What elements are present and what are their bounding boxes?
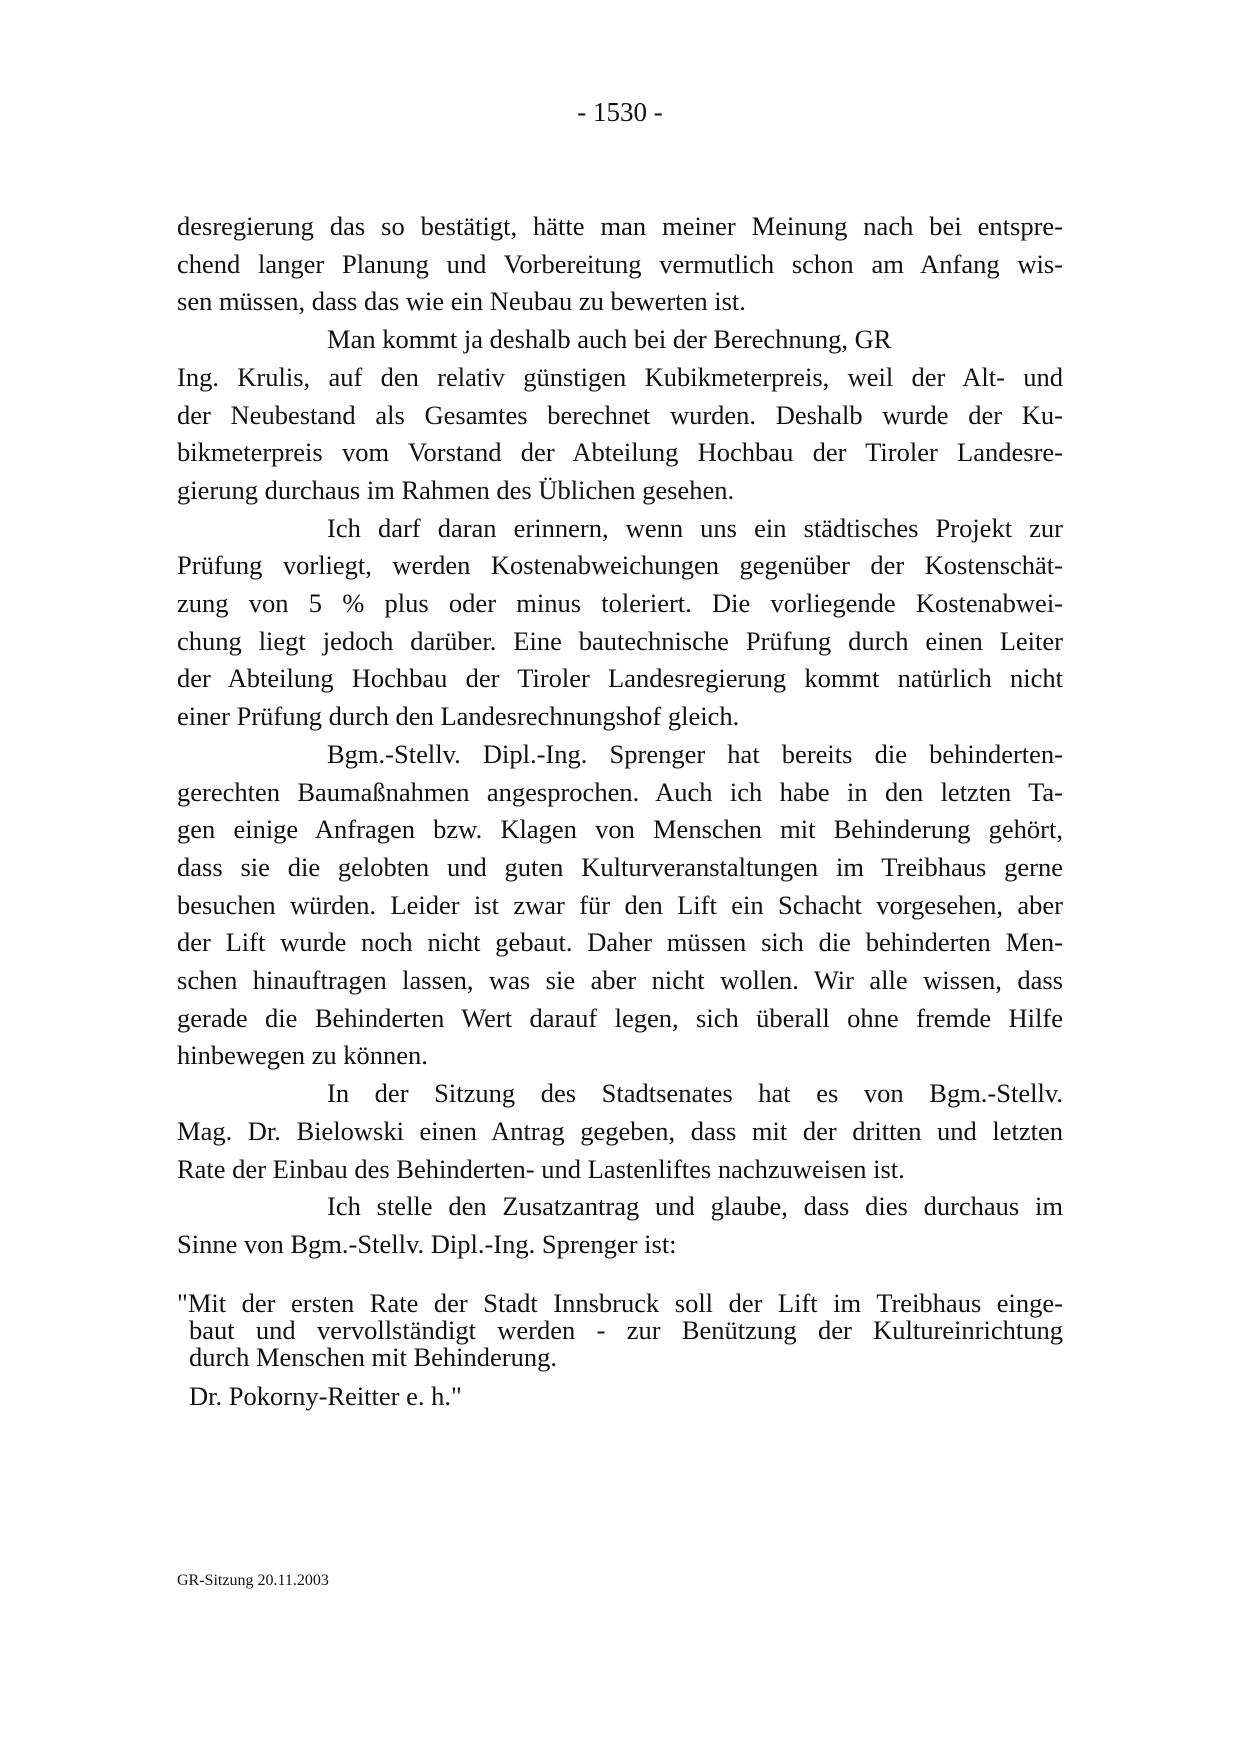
text-line: hinbewegen zu können.	[177, 1040, 428, 1071]
motion-quote	[177, 1290, 1063, 1371]
text-line: Mag. Dr. Bielowski einen Antrag gegeben, dass mit der dritten und letzten	[177, 1115, 1063, 1146]
text-line: desregierung das so bestätigt, hätte man meiner Meinung nach bei entspre-	[177, 211, 1063, 241]
body-text	[177, 208, 1063, 1264]
quote-line: "Mit der ersten Rate der Stadt Innsbruck soll der Lift im Treibhaus einge-	[177, 1288, 1063, 1318]
text-line: Ich stelle den Zusatzantrag und glaube, dass dies durchaus im	[327, 1191, 1063, 1222]
text-line: einer Prüfung durch den Landesrechnungshof gleich.	[177, 701, 740, 732]
text-line: schen hinauftragen lassen, was sie aber nicht wollen. Wir alle wissen, dass	[177, 965, 1063, 996]
text-line: Ing. Krulis, auf den relativ günstigen Kubikmeterpreis, weil der Alt- und	[177, 361, 1063, 392]
text-line: chung liegt jedoch darüber. Eine bautechnische Prüfung durch einen Leiter	[177, 625, 1063, 656]
text-line: bikmeterpreis vom Vorstand der Abteilung Hochbau der Tiroler Landesre-	[177, 437, 1063, 468]
text-line: gierung durchaus im Rahmen des Üblichen gesehen.	[177, 474, 735, 505]
text-line: gerechten Baumaßnahmen angesprochen. Auch ich habe in den letzten Ta-	[177, 776, 1063, 807]
text-line: Sinne von Bgm.-Stellv. Dipl.-Ing. Sprenger ist:	[177, 1228, 677, 1259]
text-line: In der Sitzung des Stadtsenates hat es von Bgm.-Stellv.	[327, 1078, 1063, 1109]
text-line: Prüfung vorliegt, werden Kostenabweichungen gegenüber der Kostenschät-	[177, 550, 1063, 581]
text-line: gerade die Behinderten Wert darauf legen, sich überall ohne fremde Hilfe	[177, 1002, 1063, 1033]
quote-line: durch Menschen mit Behinderung.	[189, 1342, 557, 1372]
text-line: gen einige Anfragen bzw. Klagen von Menschen mit Behinderung gehört,	[177, 814, 1063, 845]
text-line: sen müssen, dass das wie ein Neubau zu bewerten ist.	[177, 286, 746, 317]
footer: GR-Sitzung 20.11.2003	[177, 1572, 329, 1589]
text-line: Bgm.-Stellv. Dipl.-Ing. Sprenger hat bereits die behinderten-	[327, 738, 1063, 769]
text-line: chend langer Planung und Vorbereitung vermutlich schon am Anfang wis-	[177, 248, 1063, 279]
text-line: Man kommt ja deshalb auch bei der Berechnung, GR	[327, 324, 892, 355]
text-line: dass sie die gelobten und guten Kulturveranstaltungen im Treibhaus gerne	[177, 851, 1063, 882]
signature: Dr. Pokorny-Reitter e. h."	[189, 1381, 462, 1411]
page-number: - 1530 -	[577, 97, 663, 127]
text-line: der Abteilung Hochbau der Tiroler Landesregierung kommt natürlich nicht	[177, 663, 1063, 694]
text-line: zung von 5 % plus oder minus toleriert. Die vorliegende Kostenabwei-	[177, 588, 1063, 619]
text-line: besuchen würden. Leider ist zwar für den Lift ein Schacht vorgesehen, aber	[177, 889, 1063, 920]
quote-line: baut und vervollständigt werden - zur Benützung der Kultureinrichtung	[189, 1315, 1063, 1345]
text-line: der Lift wurde noch nicht gebaut. Daher müssen sich die behinderten Men-	[177, 927, 1063, 958]
text-line: der Neubestand als Gesamtes berechnet wurden. Deshalb wurde der Ku-	[177, 399, 1063, 430]
text-line: Ich darf daran erinnern, wenn uns ein städtisches Projekt zur	[327, 512, 1063, 543]
text-line: Rate der Einbau des Behinderten- und Lastenliftes nachzuweisen ist.	[177, 1153, 905, 1184]
